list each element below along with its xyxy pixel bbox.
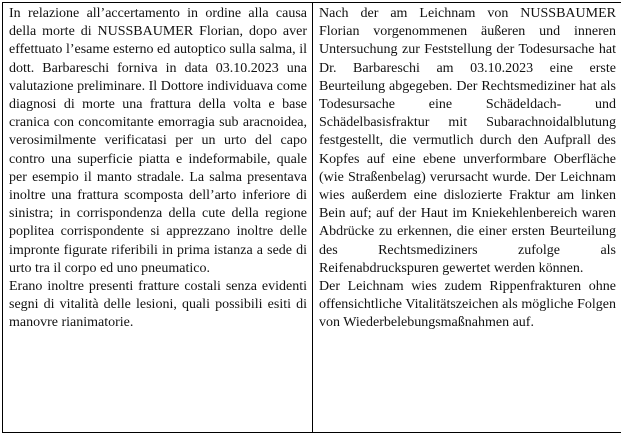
german-paragraph-1: Nach der am Leichnam von NUSSBAUMER Florian vorgenommenen äußeren und inneren Untersuchung zur Feststellung der Todesursache hat Dr. Barbareschi am 03.10.2023 eine erste Beurteilung abgegeben. Der Rechtsmediziner hat als Todesursache eine Schädeldach- und Schädelbasisfraktur mit Subarachnoidalblutung festgestellt, die vermutlich durch den Aufprall des Kopfes auf eine ebene unverformbare Oberfläche (wie Straßenbelag) verursacht wurde. Der Leichnam wies außerdem eine dislozierte Fraktur am linken Bein auf; auf der Haut im Kniekehlenbereich waren Abdrücke zu erkennen, die einer ersten Beurteilung des Rechtsmediziners zufolge als Reifenabdruckspuren gewertet werden können.: [319, 6, 616, 276]
table-row: [3, 3, 621, 433]
german-paragraph-2: Der Leichnam wies zudem Rippenfrakturen ohne offensichtliche Vitalitätszeichen als mögliche Folgen von Wiederbelebungsmaßnahmen auf.: [319, 279, 616, 331]
italian-paragraph-2: Erano inoltre presenti fratture costali senza evidenti segni di vitalità delle lesioni, quali possibili esiti di manovre rianimatorie.: [9, 279, 307, 331]
german-column: [313, 3, 621, 433]
bilingual-table: [2, 2, 621, 433]
italian-column: [3, 3, 313, 433]
italian-paragraph-1: In relazione all’accertamento in ordine alla causa della morte di NUSSBAUMER Florian, dopo aver effettuato l’esame esterno ed autoptico sulla salma, il dott. Barbareschi forniva in data 03.10.2023 una valutazione preliminare. Il Dottore individuava come diagnosi di morte una frattura della volta e base cranica con concomitante emorragia sub aracnoidea, verosimilmente verificatasi per un urto del capo contro una superficie piatta e indeformabile, quale per esempio il manto stradale. La salma presentava inoltre una frattura scomposta dell’arto inferiore di sinistra; in corrispondenza della cute della regione poplitea corrispondente si apprezzano inoltre delle impronte figurate riferibili in prima istanza a sede di urto tra il corpo ed uno pneumatico.: [9, 6, 307, 276]
